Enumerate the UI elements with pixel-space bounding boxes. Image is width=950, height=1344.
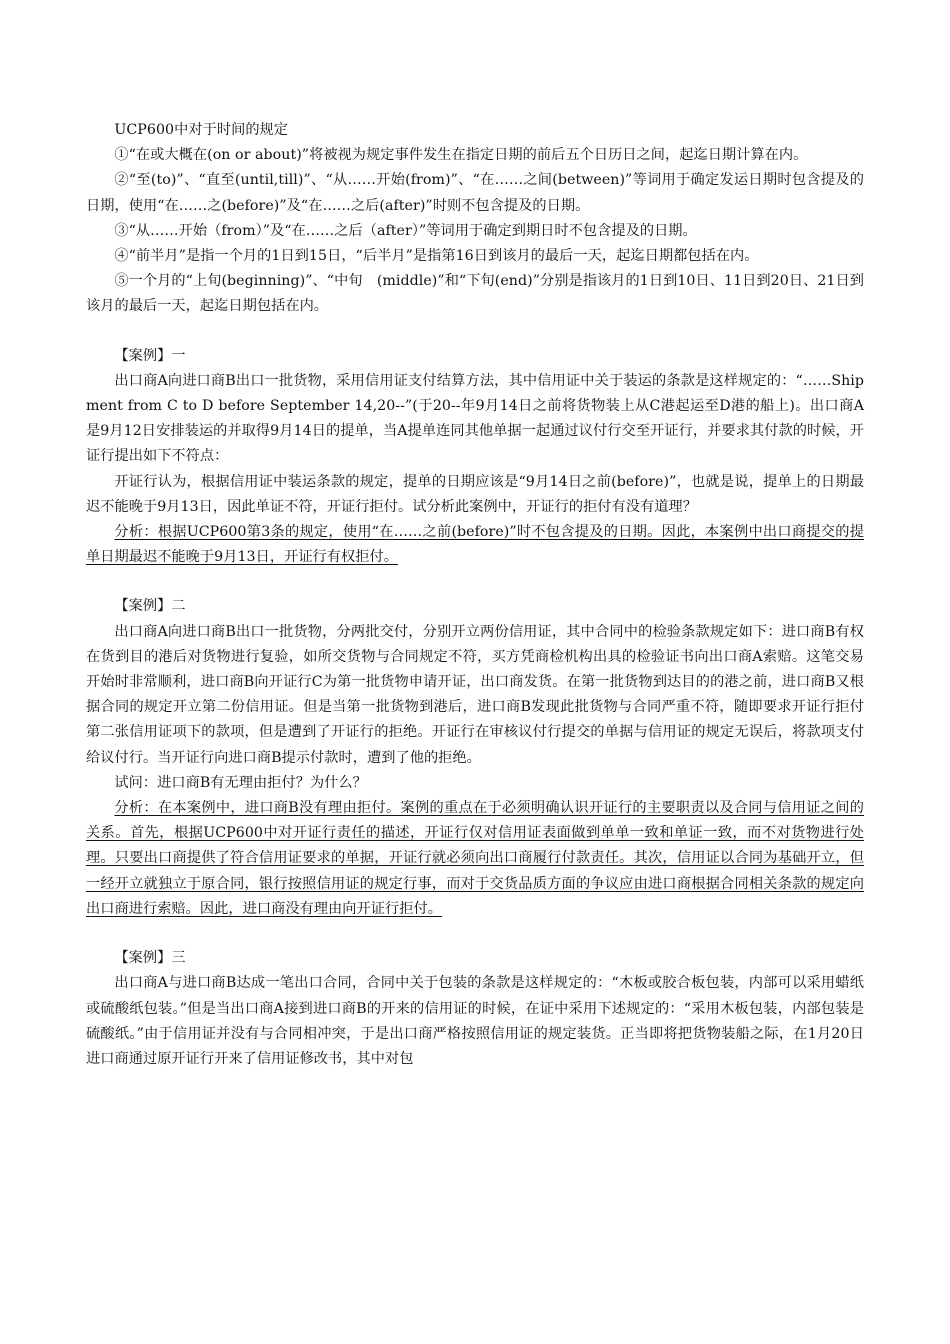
case2-heading: 【案例】二 (114, 598, 186, 615)
rule-item-2: ②“至(to)”、“直至(until,till)”、“从……开始(from)”、“在……之间(between)”等词用于确定发运日期时包含提及的日期，使用“在……之(before)”及“在……之后(after)”时则不包含提及的日期。 (86, 172, 864, 214)
case3-heading: 【案例】三 (114, 950, 186, 967)
rule-item-4: ④“前半月”是指一个月的1日到15日，“后半月”是指第16日到该月的最后一天，起迄日期都包括在内。 (114, 248, 759, 265)
case2-analysis: 分析：在本案例中，进口商B没有理由拒付。案例的重点在于必须明确认识开证行的主要职责以及合同与信用证之间的关系。首先，根据UCP600中对开证行责任的描述，开证行仅对信用证表面做到单单一致和单证一致，而不对货物进行处理。只要出口商提供了符合信用证要求的单据，开证行就必须向出口商履行付款责任。其次，信用证以合同为基础开立，但一经开立就独立于原合同，银行按照信用证的规定行事，而对于交货品质方面的争议应由进口商根据合同相关条款的规定向出口商进行索赔。因此，进口商没有理由向开证行拒付。 (86, 800, 864, 917)
case1-heading: 【案例】一 (114, 347, 186, 364)
case1-paragraph-2: 开证行认为，根据信用证中装运条款的规定，提单的日期应该是“9月14日之前(before)”，也就是说，提单上的日期最迟不能晚于9月13日，因此单证不符，开证行拒付。试分析此案例中，开证行的拒付有没有道理？ (86, 473, 864, 515)
rule-item-5: ⑤一个月的“上旬(beginning)”、“中旬 (middle)”和“下旬(end)”分别是指该月的1日到10日、11日到20日、21日到该月的最后一天，起迄日期包括在内。 (86, 273, 864, 315)
case2-question: 试问：进口商B有无理由拒付？为什么？ (114, 774, 367, 791)
case2-paragraph-1: 出口商A向进口商B出口一批货物，分两批交付，分别开立两份信用证，其中合同中的检验条款规定如下：进口商B有权在货到目的港后对货物进行复验，如所交货物与合同规定不符，买方凭商检机构出具的检验证书向出口商A索赔。这笔交易开始时非常顺利，进口商B向开证行C为第一批货物申请开证，出口商发货。在第一批货物到达目的的港之前，进口商B又根据合同的规定开立第二份信用证。但是当第一批货物到港后，进口商B发现此批货物与合同严重不符，随即要求开证行拒付第二张信用证项下的款项，但是遭到了开证行的拒绝。开证行在审核议付行提交的单据与信用证的规定无误后，将款项支付给议付行。当开证行向进口商B提示付款时，遭到了他的拒绝。 (86, 623, 864, 766)
case1-paragraph-1: 出口商A向进口商B出口一批货物，采用信用证支付结算方法，其中信用证中关于装运的条款是这样规定的：“……Shipment from C to D before September 14,20--”(于20--年9月14日之前将货物装上从C港起运至D港的船上)。出口商A是9月12日安排装运的并取得9月14日的提单，当A提单连同其他单据一起通过议付行交至开证行，并要求其付款的时候，开证行提出如下不符点： (86, 372, 864, 465)
case1-analysis: 分析：根据UCP600第3条的规定，使用“在……之前(before)”时不包含提及的日期。因此，本案例中出口商提交的提单日期最迟不能晚于9月13日，开证行有权拒付。 (86, 524, 864, 566)
section-gap (86, 320, 864, 344)
case3-paragraph-1: 出口商A与进口商B达成一笔出口合同，合同中关于包装的条款是这样规定的：“木板或胶合板包装，内部可以采用蜡纸或硫酸纸包装。”但是当出口商A接到进口商B的开来的信用证的时候，在证中采用下述规定的：“采用木板包装，内部包装是硫酸纸。”由于信用证并没有与合同相冲突，于是出口商严格按照信用证的规定装货。正当即将把货物装船之际，在1月20日进口商通过原开证行开来了信用证修改书，其中对包 (86, 975, 864, 1067)
section-gap (86, 570, 864, 594)
rule-item-3: ③“从……开始（from）”及“在……之后（after）”等词用于确定到期日时不包含提及的日期。 (114, 222, 697, 239)
rules-title: UCP600中对于时间的规定 (114, 122, 289, 138)
rule-item-1: ①“在或大概在(on or about)”将被视为规定事件发生在指定日期的前后五个日历日之间，起迄日期计算在内。 (114, 147, 808, 164)
section-gap (86, 922, 864, 946)
